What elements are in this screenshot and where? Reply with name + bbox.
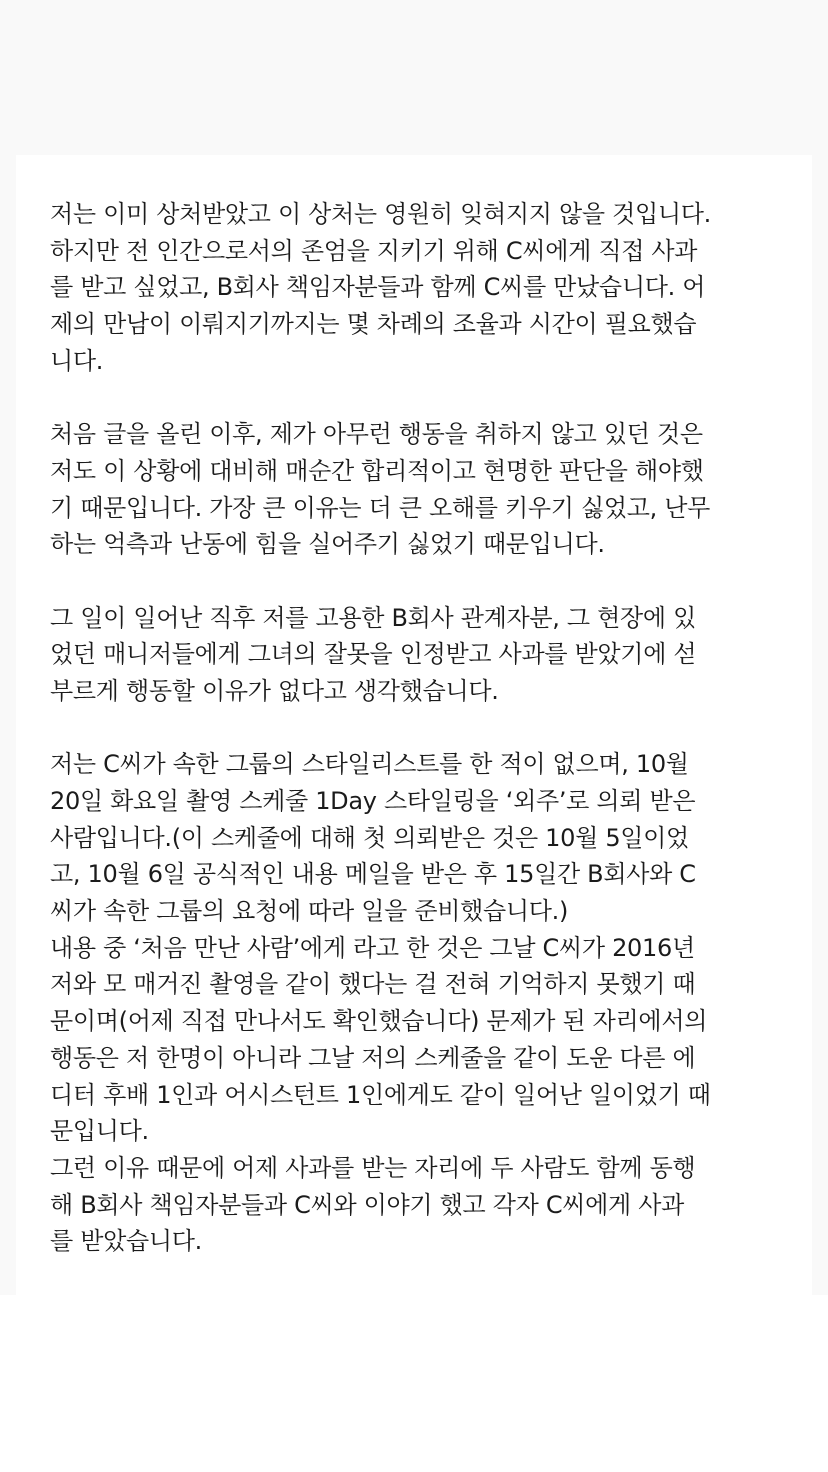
top-background-band xyxy=(0,0,828,155)
text-line: 사람입니다.(이 스케줄에 대해 첫 의뢰받은 것은 10월 5일이었 xyxy=(50,823,689,852)
text-line: 저와 모 매거진 촬영을 같이 했다는 걸 전혀 기억하지 못했기 때 xyxy=(50,970,696,999)
left-background-band xyxy=(0,155,16,1295)
text-line: 내용 중 ‘처음 만난 사람’에게 라고 한 것은 그날 C씨가 2016년 xyxy=(50,933,695,962)
text-line: 디터 후배 1인과 어시스턴트 1인에게도 같이 일어난 일이었기 때 xyxy=(50,1080,711,1109)
paragraph-4 xyxy=(50,746,790,1260)
text-line: 기 때문입니다. 가장 큰 이유는 더 큰 오해를 키우기 싫었고, 난무 xyxy=(50,493,711,522)
text-line: 저는 이미 상처받았고 이 상처는 영원히 잊혀지지 않을 것입니다. xyxy=(50,200,711,228)
text-line: 니다. xyxy=(50,346,104,375)
text-line: 처음 글을 올린 이후, 제가 아무런 행동을 취하지 않고 있던 것은 xyxy=(50,420,703,449)
text-line: 씨가 속한 그룹의 요청에 따라 일을 준비했습니다.) xyxy=(50,897,569,926)
text-line: 를 받았습니다. xyxy=(50,1227,202,1256)
paragraph-2 xyxy=(50,416,790,563)
text-line: 저는 C씨가 속한 그룹의 스타일리스트를 한 적이 없으며, 10월 xyxy=(50,750,689,779)
text-line: 20일 화요일 촬영 스케줄 1Day 스타일링을 ‘외주’로 의뢰 받은 xyxy=(50,787,696,815)
text-line: 제의 만남이 이뤄지기까지는 몇 차례의 조율과 시간이 필요했습 xyxy=(50,310,697,339)
right-background-band xyxy=(812,155,828,1295)
paragraph-3 xyxy=(50,600,790,710)
text-line: 를 받고 싶었고, B회사 책임자분들과 함께 C씨를 만났습니다. 어 xyxy=(50,273,706,302)
text-line: 문이며(어제 직접 만나서도 확인했습니다) 문제가 된 자리에서의 xyxy=(50,1007,708,1036)
text-line: 고, 10월 6일 공식적인 내용 메일을 받은 후 15일간 B회사와 C xyxy=(50,860,696,889)
text-line: 하는 억측과 난동에 힘을 실어주기 싫었기 때문입니다. xyxy=(50,530,605,559)
text-line: 하지만 전 인간으로서의 존엄을 지키기 위해 C씨에게 직접 사과 xyxy=(50,236,698,265)
text-line: 문입니다. xyxy=(50,1117,149,1146)
text-line: 그 일이 일어난 직후 저를 고용한 B회사 관계자분, 그 현장에 있 xyxy=(50,603,696,632)
text-line: 해 B회사 책임자분들과 C씨와 이야기 했고 각자 C씨에게 사과 xyxy=(50,1190,685,1219)
statement-text xyxy=(50,196,790,1297)
text-line: 저도 이 상황에 대비해 매순간 합리적이고 현명한 판단을 해야했 xyxy=(50,456,704,485)
paragraph-1 xyxy=(50,196,790,379)
text-line: 부르게 행동할 이유가 없다고 생각했습니다. xyxy=(50,676,499,705)
text-line: 그런 이유 때문에 어제 사과를 받는 자리에 두 사람도 함께 동행 xyxy=(50,1153,696,1182)
text-line: 었던 매니저들에게 그녀의 잘못을 인정받고 사과를 받았기에 섣 xyxy=(50,640,697,669)
text-line: 행동은 저 한명이 아니라 그날 저의 스케줄을 같이 도운 다른 에 xyxy=(50,1043,696,1072)
